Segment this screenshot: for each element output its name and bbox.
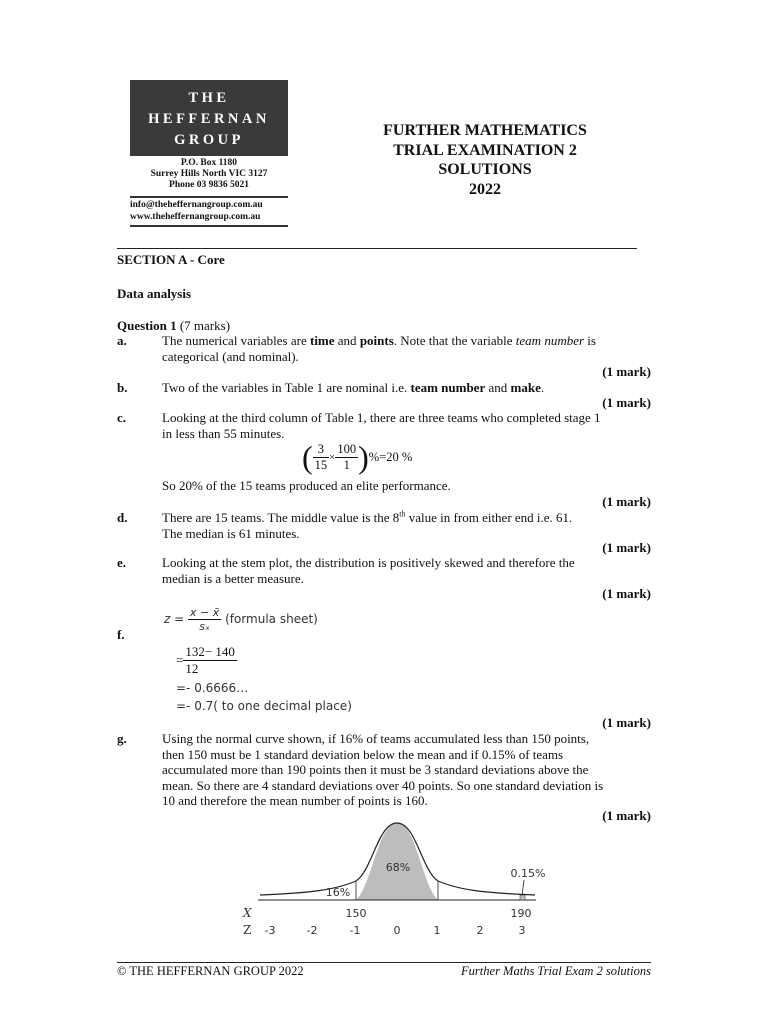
- denominator: 1: [343, 458, 350, 472]
- fraction-132-140-12: [183, 644, 237, 677]
- z-fraction: [188, 606, 221, 633]
- contact-divider-bottom: [130, 225, 288, 227]
- part-b-mark: (1 mark): [602, 395, 651, 410]
- term-points: points: [359, 333, 394, 348]
- z-axis-label: Z: [243, 923, 252, 937]
- right-paren: ): [358, 439, 369, 475]
- part-d-text: [162, 510, 642, 541]
- x-axis-label: X: [243, 906, 252, 920]
- part-f-step-1: [176, 644, 237, 677]
- section-heading: SECTION A - Core: [117, 252, 225, 267]
- part-g-line-1: Using the normal curve shown, if 16% of teams accumulated less than 150 points,: [162, 731, 590, 746]
- x-value-190: 190: [510, 907, 532, 920]
- term-make: make: [510, 380, 541, 395]
- numerator: 3: [313, 442, 330, 458]
- numerator: 100: [337, 442, 357, 456]
- part-e-mark: (1 mark): [602, 586, 651, 601]
- z-symbol: z =: [164, 612, 185, 626]
- part-b-text: [162, 380, 642, 396]
- part-a-line-2: categorical (and nominal).: [162, 348, 299, 364]
- part-a-line-1: [162, 333, 642, 349]
- contact-divider: [130, 196, 288, 198]
- logo-line-3: GROUP: [174, 132, 244, 148]
- z-value-2: 2: [476, 924, 484, 937]
- part-f-step-3: =- 0.7( to one decimal place): [176, 699, 352, 713]
- part-a-mark: (1 mark): [602, 364, 651, 379]
- denominator: 15: [314, 458, 328, 472]
- percent-result: %=20 %: [368, 450, 413, 464]
- text: . Note that the variable: [393, 333, 516, 348]
- superscript: th: [399, 509, 406, 519]
- text: and: [485, 380, 511, 395]
- z-value--1: -1: [349, 924, 361, 937]
- term-time: time: [309, 333, 335, 348]
- part-e-line-2: median is a better measure.: [162, 570, 304, 586]
- part-f-mark: (1 mark): [602, 715, 651, 730]
- part-b-label: b.: [117, 380, 128, 395]
- part-d-label: d.: [117, 510, 128, 525]
- fraction-3-15: [313, 442, 330, 473]
- question-marks: (7 marks): [179, 318, 231, 333]
- part-c-label: c.: [117, 410, 127, 425]
- part-c-line-3: So 20% of the 15 teams produced an elite performance.: [162, 478, 451, 493]
- text: and: [334, 333, 360, 348]
- part-g-line-4: mean. So there are 4 standard deviations over 40 points. So one standard deviation is: [162, 777, 604, 793]
- part-c-text: [162, 410, 642, 441]
- question-heading: [117, 318, 230, 334]
- document-title: [350, 121, 620, 199]
- part-a-label: a.: [117, 333, 127, 348]
- part-c-line-1: Looking at the third column of Table 1, there are three teams who completed stage 1: [162, 410, 601, 425]
- email-link[interactable]: info@theheffernangroup.com.au: [130, 200, 263, 210]
- z-score-formula: [164, 606, 318, 633]
- logo-line-1: THE: [188, 90, 230, 106]
- header-rule: [117, 248, 637, 249]
- label-015-percent: 0.15%: [510, 867, 546, 880]
- part-d-line-2: The median is 61 minutes.: [162, 525, 300, 541]
- title-line-4: 2022: [469, 180, 501, 198]
- z-value-1: 1: [433, 924, 441, 937]
- part-f-label: f.: [117, 627, 125, 642]
- part-e-line-1: Looking at the stem plot, the distribution is positively skewed and therefore the: [162, 555, 575, 570]
- part-g-label: g.: [117, 731, 127, 746]
- title-line-2: TRIAL EXAMINATION 2: [393, 141, 577, 159]
- z-value-3: 3: [518, 924, 526, 937]
- title-line-3: SOLUTIONS: [438, 161, 532, 178]
- x-value-150: 150: [345, 907, 367, 920]
- part-g-line-2: then 150 must be 1 standard deviation below the mean and if 0.15% of teams: [162, 746, 564, 762]
- subsection-heading: Data analysis: [117, 286, 192, 301]
- address-line-1: P.O. Box 1180: [180, 158, 238, 168]
- term-team-number: team number: [410, 380, 486, 395]
- phone-line: Phone 03 9836 5021: [169, 180, 249, 190]
- z-value--2: -2: [306, 924, 318, 937]
- text: Two of the variables in Table 1 are nominal i.e.: [162, 380, 411, 395]
- address-line-2: Surrey Hills North VIC 3127: [150, 169, 268, 179]
- question-label: Question 1: [117, 318, 177, 333]
- logo-line-2: HEFFERNAN: [148, 111, 270, 127]
- part-g-text: [162, 731, 642, 809]
- company-logo: [130, 80, 288, 156]
- times-sign: ×: [329, 451, 336, 464]
- part-d-line-1: [162, 510, 642, 526]
- part-g-mark: (1 mark): [602, 808, 651, 823]
- part-c-line-2: in less than 55 minutes.: [162, 425, 285, 441]
- denominator: sₓ: [199, 620, 210, 633]
- term-team-number: team number: [515, 333, 585, 348]
- formula-sheet-note: (formula sheet): [225, 612, 318, 626]
- text: is: [584, 333, 596, 348]
- text: There are 15 teams. The middle value is the 8: [162, 510, 400, 525]
- footer-copyright: © THE HEFFERNAN GROUP 2022: [117, 964, 304, 978]
- part-d-mark: (1 mark): [602, 540, 651, 555]
- right-tail-marker: [520, 895, 525, 900]
- denominator: 12: [185, 661, 199, 676]
- equals-sign: =: [176, 652, 184, 668]
- part-e-text: [162, 555, 642, 586]
- footer-rule: [117, 962, 651, 963]
- fraction-100-1: [335, 442, 358, 473]
- text: .: [540, 380, 545, 395]
- part-a-text: [162, 333, 642, 364]
- title-line-1: FURTHER MATHEMATICS: [383, 122, 587, 139]
- z-value--3: -3: [264, 924, 276, 937]
- part-c-mark: (1 mark): [602, 494, 651, 509]
- numerator: x − x̄: [190, 606, 220, 619]
- label-16-percent: 16%: [325, 886, 351, 899]
- part-g-line-5: 10 and therefore the mean number of points is 160.: [162, 793, 428, 808]
- part-g-line-3: accumulated more than 190 points then it must be 3 standard deviations above the: [162, 762, 589, 777]
- z-value-0: 0: [393, 924, 401, 937]
- part-f-step-2: =- 0.6666…: [176, 681, 249, 695]
- numerator: 132− 140: [185, 644, 235, 659]
- footer-doc-title: Further Maths Trial Exam 2 solutions: [461, 964, 651, 978]
- text: value in from either end i.e. 61.: [405, 510, 573, 525]
- label-68-percent: 68%: [385, 861, 411, 874]
- part-c-formula: [302, 439, 412, 476]
- website-link[interactable]: www.theheffernangroup.com.au: [130, 212, 261, 222]
- part-e-label: e.: [117, 555, 127, 570]
- normal-curve-figure: [230, 815, 560, 945]
- left-paren: (: [302, 439, 313, 475]
- text: The numerical variables are: [162, 333, 310, 348]
- tail-arrow: [522, 880, 524, 896]
